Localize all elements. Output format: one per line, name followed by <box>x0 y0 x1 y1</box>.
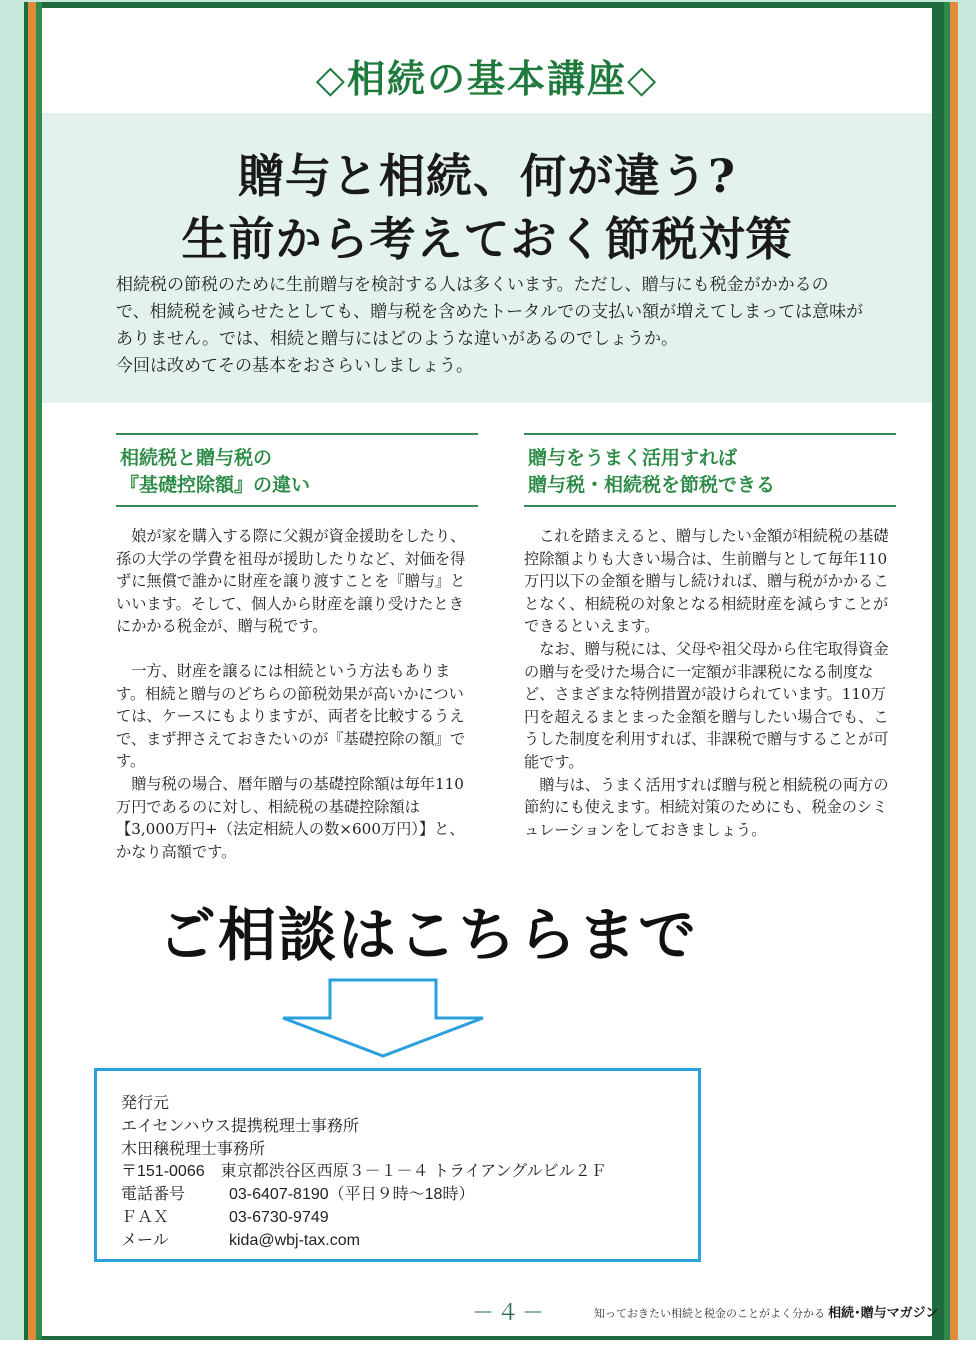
magazine-prefix: 知っておきたい相続と税金のことがよく分かる <box>594 1308 825 1320</box>
lead-line: で、相続税を減らせたとしても、贈与税を含めたトータルでの支払い額が増えてしまっては意味が <box>116 302 864 322</box>
frame-bar-right-inner <box>944 2 950 1342</box>
fax-row <box>121 1207 607 1230</box>
magazine-footer <box>594 1302 938 1321</box>
cta-heading: ご相談はこちらまで <box>158 901 699 969</box>
address: 〒151-0066 東京都渋谷区西原３－１－４ トライアングルビル２Ｆ <box>121 1163 607 1181</box>
mail-row <box>121 1230 607 1253</box>
right-column <box>524 433 896 841</box>
fax-label: ＦＡＸ <box>121 1208 170 1226</box>
lead-line: 相続税の節税のために生前贈与を検討する人は多くいます。ただし、贈与にも税金がかかるの <box>116 275 829 295</box>
contact-box <box>94 1068 701 1262</box>
mail-label: メール <box>121 1231 169 1249</box>
lead-line: ありません。では、相続と贈与にはどのような違いがあるのでしょうか。 <box>116 329 679 349</box>
section-title: ◇相続の基本講座◇ <box>315 57 659 101</box>
left-paragraph: 娘が家を購入する際に父親が資金援助をしたり、孫の大学の学費を祖母が援助したりなど、対価を得ずに無償で誰かに財産を譲り渡すことを『贈与』といいます。そして、個人から財産を譲り受けたときにかかる税金が、贈与税です。 <box>116 527 466 636</box>
lead-line: 今回は改めてその基本をおさらいしましょう。 <box>116 356 473 376</box>
phone-value[interactable]: 03-6407-8190（平日９時～18時） <box>229 1186 475 1204</box>
contact-lines <box>121 1093 607 1253</box>
frame-bar-left <box>28 2 36 1342</box>
left-subhead <box>116 433 478 507</box>
left-subhead-line1: 相続税と贈与税の <box>120 447 273 469</box>
publisher-label: 発行元 <box>121 1095 170 1112</box>
page-content <box>42 8 939 1336</box>
right-paragraph: なお、贈与税には、父母や祖父母から住宅取得資金の贈与を受けた場合に一定額が非課税になる制度など、さまざまな特例措置が設けられています。110万円を超えるまとまった金額を贈与したい場合でも、こうした制度を利用すれば、非課税で贈与することが可能です。 <box>524 639 889 771</box>
down-arrow-icon <box>278 978 488 1058</box>
frame-bar-right <box>950 2 958 1342</box>
page-number: －４－ <box>472 1300 548 1325</box>
lead-paragraph <box>116 272 896 380</box>
fax-value: 03-6730-9749 <box>229 1208 329 1226</box>
phone-row <box>121 1184 607 1207</box>
office-name-1: エイセンハウス提携税理士事務所 <box>121 1117 359 1135</box>
phone-label: 電話番号 <box>121 1186 186 1204</box>
left-subhead-line2: 『基礎控除額』の違い <box>120 474 311 496</box>
right-paragraph: 贈与は、うまく活用すれば贈与税と相続税の両方の節約にも使えます。相続対策のためにも、税金のシミュレーションをしておきましょう。 <box>524 775 889 839</box>
bottom-strip <box>0 1340 976 1359</box>
headline-line1: 贈与と相続、何が違う? <box>238 149 736 203</box>
mail-link[interactable]: kida@wbj-tax.com <box>229 1231 360 1249</box>
left-paragraph: 贈与税の場合、暦年贈与の基礎控除額は毎年110万円であるのに対し、相続税の基礎控除額は【3,000万円+（法定相続人の数×600万円）】と、かなり高額です。 <box>116 774 465 861</box>
right-subhead-line2: 贈与税・相続税を節税できる <box>528 474 776 496</box>
magazine-name: 相続･贈与マガジン <box>828 1305 939 1320</box>
left-paragraph: 一方、財産を譲るには相続という方法もあります。相続と贈与のどちらの節税効果が高いかについては、ケースにもよりますが、両者を比較するうえで、まず押さえておきたいのが『基礎控除の額』です。 <box>116 661 466 771</box>
headline-line2: 生前から考えておく節税対策 <box>181 212 793 266</box>
office-name-2: 木田穣税理士事務所 <box>121 1140 266 1158</box>
right-subhead <box>524 433 896 507</box>
left-column <box>116 433 478 863</box>
left-body <box>116 525 478 863</box>
right-paragraph: これを踏まえると、贈与したい金額が相続税の基礎控除額よりも大きい場合は、生前贈与として毎年110万円以下の金額を贈与し続ければ、贈与税がかかることなく、相続税の対象となる相続財産を減らすことができるといえます。 <box>524 527 889 636</box>
right-body <box>524 525 896 841</box>
right-subhead-line1: 贈与をうまく活用すれば <box>528 447 738 469</box>
